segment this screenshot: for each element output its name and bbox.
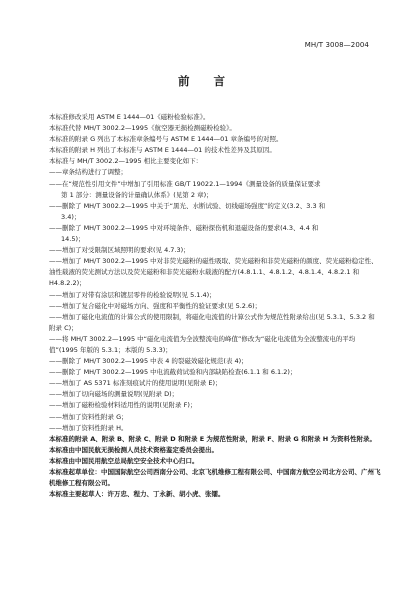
foreword-body xyxy=(36,112,381,500)
change-item: ——删除了 MH/T 3002.2—1995 中电流截荷试验和内部缺陷检查(6.1.1 和 6.1.2)； xyxy=(49,368,297,377)
change-item: ——在“规范性引用文件”中增加了引用标准 GB/T 19022.1—1994《测量设备的质量保证要求 xyxy=(49,179,321,188)
change-item: ——删除了 MH/T 3002.2—1995 中关于“黑光、水断试验、切线磁场强度”的定义(3.2、3.3 和 xyxy=(49,201,326,210)
drafting-units-line: 本标准起草单位：中国国际航空公司西南分公司、北京飞机维修工程有限公司、中国南方航空公司北方公司、广州飞机维修工程有限公司。 xyxy=(49,468,381,488)
intro-line: 本标准修改采用 ASTM E 1444—01《磁粉检验标准》。 xyxy=(49,113,210,121)
change-item: ——增加了复合磁化中对磁场方向、强度和平衡性的验证要求(见 5.2.6)； xyxy=(49,301,262,310)
change-item: ——将 MH/T 3002.2—1995 中“磁化电流值为全波整流电的峰值”修改为“磁化电流值为全波整流电的平均值”(1995 年版的 5.3.1；本版的 5.3.3)； xyxy=(49,334,356,354)
page-title: 前 言 xyxy=(177,74,235,88)
intro-line: 本标准的附录 H 列出了本标准与 ASTM E 1444—01 的技术性差异及其原因。 xyxy=(49,146,276,155)
intro-line: 本标准代替 MH/T 3002.2—1995《航空器无损检测磁粉检验》。 xyxy=(49,124,236,133)
change-item-continued: 3.4)； xyxy=(61,212,81,221)
owner-line: 本标准由中国民用航空总局航空安全技术中心归口。 xyxy=(49,456,199,465)
appendix-note: 本标准的附录 A、附录 B、附录 C、附录 D 和附录 E 为规范性附录，附录 F、附录 G 和附录 H 为资料性附录。 xyxy=(49,434,376,443)
change-item: ——增加了磁化电流值的计算公式的使用限制，将磁化电流值的计算公式作为规范性附录给出(见 5.3.1、5.3.2 和附录 C)； xyxy=(49,312,375,332)
proposer-line: 本标准由中国民航无损检测人员技术资格鉴定委员会提出。 xyxy=(49,445,218,454)
standard-code: MH/T 3008—2004 xyxy=(304,41,369,49)
change-item: ——增加了磁粉检验材料适用性的说明(见附录 F)； xyxy=(49,401,197,410)
intro-line: 本标准与 MH/T 3002.2—1995 相比主要变化如下： xyxy=(49,157,203,166)
change-item: ——章条结构进行了调整； xyxy=(49,168,127,177)
change-item: ——增加了资料性附录 G； xyxy=(49,412,128,421)
intro-line: 本标准的附录 G 列出了本标准章条编号与 ASTM E 1444—01 章条编号的对照。 xyxy=(49,135,283,144)
change-item-continued: 14.5)； xyxy=(61,235,85,244)
change-item: ——增加了 MH/T 3002.2—1995 中对非荧光磁粉的磁性吸取、荧光磁粉和非荧光磁粉的颜度、荧光磁粉稳定性、油性载液的荧光测试方法以及荧光磁粉和非荧光磁粉水载液的配方(4.8.1.1、4.8.1.2、4.8.1.4、4.8.2.1 和 H4.8.2.2)； xyxy=(49,257,378,288)
change-item-continued: 第 1 部分：测量设备的计量确认体系》(见第 2 章)； xyxy=(61,190,213,199)
change-item: ——增加了切向磁场的测量说明(见附录 D)； xyxy=(49,390,179,399)
change-item: ——删除了 MH/T 3002.2—1995 中对环境条件、磁粉探伤机和退磁设备的要求(4.3、4.4 和 xyxy=(49,223,319,232)
change-item: ——增加了资料性附录 H。 xyxy=(49,423,128,432)
change-item: ——删除了 MH/T 3002.2—1995 中表 4 的裂磁效磁化规范(表 4)； xyxy=(49,357,248,366)
change-item: ——增加了对带有涂层和镀层零件的检验说明(见 5.1.4)； xyxy=(49,290,216,299)
change-item: ——增加了 AS 5371 标准刻痕试片的使用说明(见附录 E)； xyxy=(49,379,222,388)
change-item: ——增加了对受限制区域照明的要求(见 4.7.3)； xyxy=(49,246,190,255)
drafters-line: 本标准主要起草人：许万忠、程力、丁永新、胡小虎、张镭。 xyxy=(49,490,225,499)
